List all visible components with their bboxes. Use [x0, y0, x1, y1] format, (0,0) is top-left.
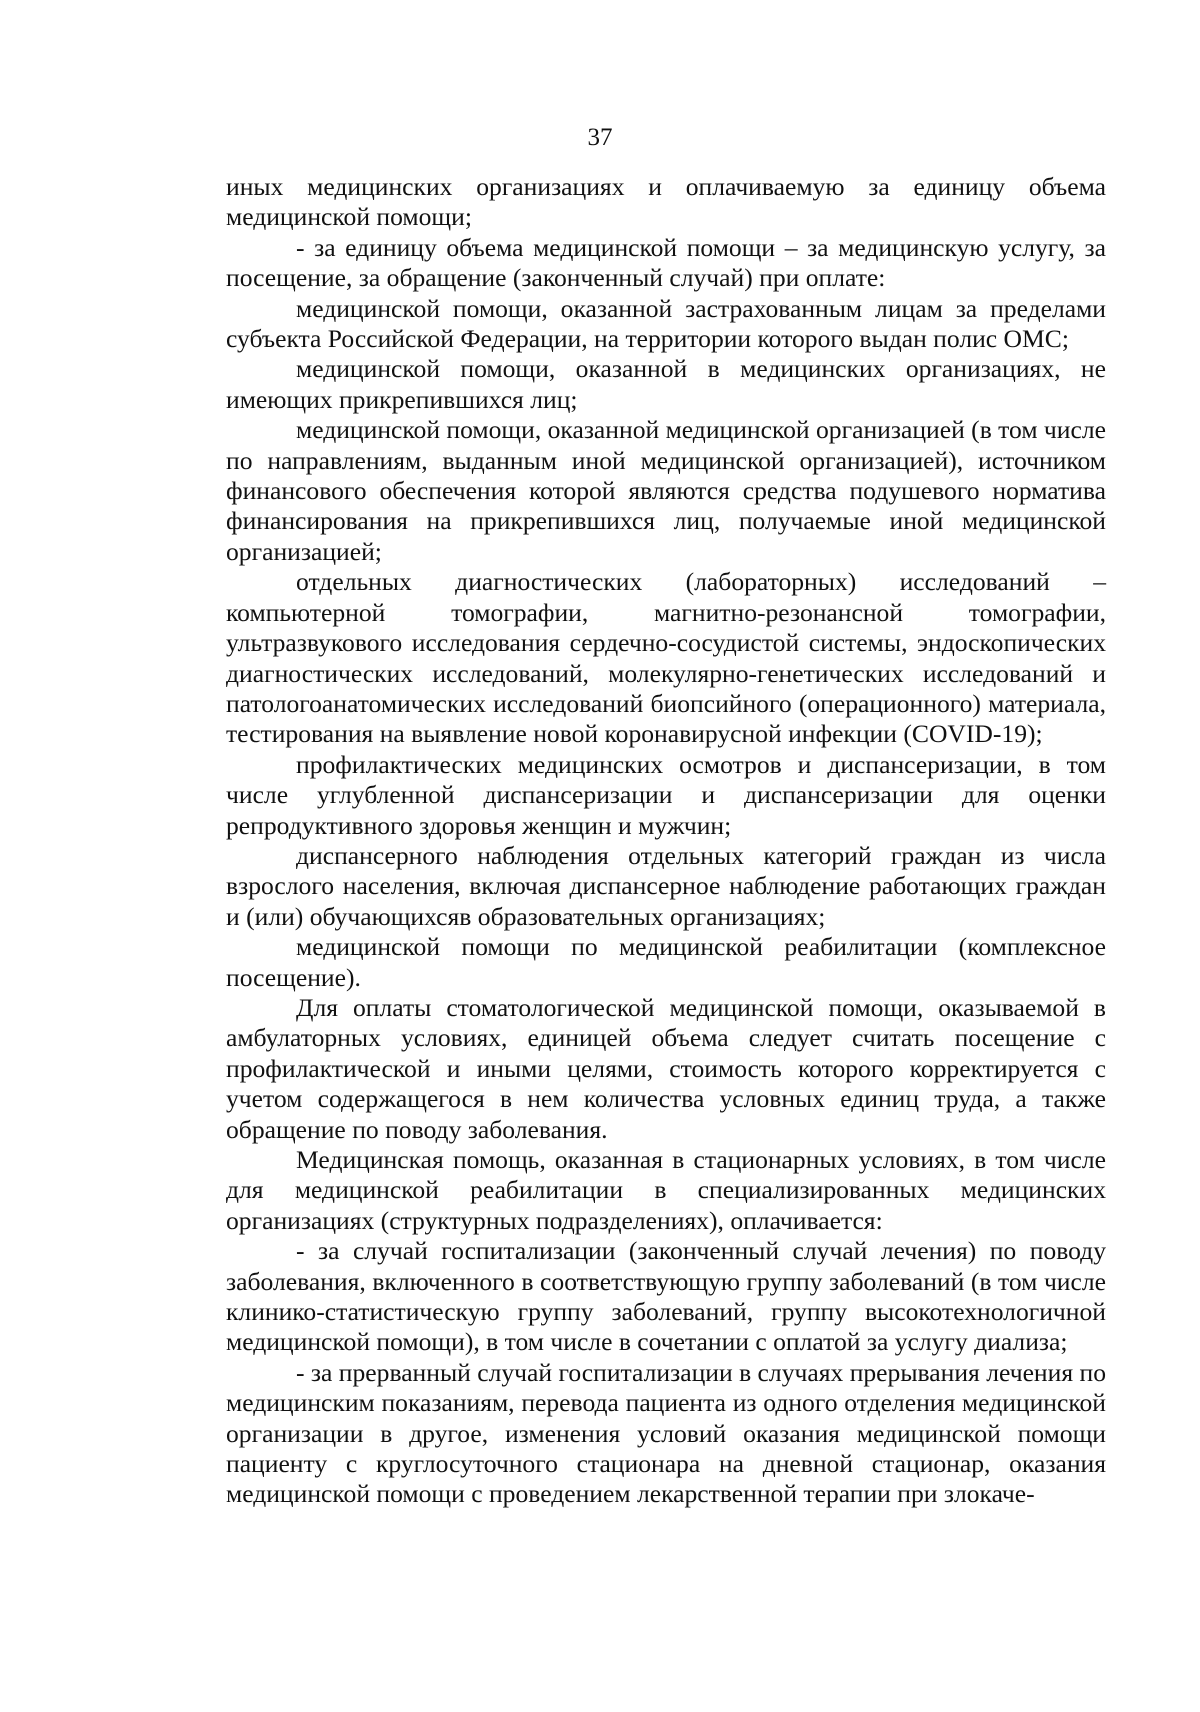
paragraph: медицинской помощи, оказанной застрахованным лицам за пределами субъекта Российской Федерации, на территории которого выдан полис ОМС; [226, 293, 1106, 354]
paragraph: - за единицу объема медицинской помощи – за медицинскую услугу, за посещение, за обращение (законченный случай) при оплате: [226, 232, 1106, 293]
paragraph: отдельных диагностических (лабораторных) исследований – компьютерной томографии, магнитно-резонансной томографии, ультразвукового исследования сердечно-сосудистой системы, эндоскопических диагностических исследований, молекулярно-генетических исследований и патологоанатомических исследований биопсийного (операционного) материала, тестирования на выявление новой коронавирусной инфекции (COVID-19); [226, 567, 1106, 749]
paragraph: Для оплаты стоматологической медицинской помощи, оказываемой в амбулаторных условиях, единицей объема следует считать посещение с профилактической и иными целями, стоимость которого корректируется с учетом содержащегося в нем количества условных единиц труда, а также обращение по поводу заболевания. [226, 992, 1106, 1144]
paragraph: - за прерванный случай госпитализации в случаях прерывания лечения по медицинским показаниям, перевода пациента из одного отделения медицинской организации в другое, изменения условий оказания медицинской помощи пациенту с круглосуточного стационара на дневной стационар, оказания медицинской помощи с проведением лекарственной терапии при злокаче- [226, 1357, 1106, 1509]
paragraph: иных медицинских организациях и оплачиваемую за единицу объема медицинской помощи; [226, 172, 1106, 232]
paragraph: диспансерного наблюдения отдельных категорий граждан из числа взрослого населения, включая диспансерное наблюдение работающих граждан и (или) обучающихсяв образовательных организациях; [226, 840, 1106, 931]
paragraph: профилактических медицинских осмотров и диспансеризации, в том числе углубленной диспансеризации и диспансеризации для оценки репродуктивного здоровья женщин и мужчин; [226, 749, 1106, 840]
paragraph: - за случай госпитализации (законченный случай лечения) по поводу заболевания, включенного в соответствующую группу заболеваний (в том числе клинико-статистическую группу заболеваний, группу высокотехнологичной медицинской помощи), в том числе в сочетании с оплатой за услугу диализа; [226, 1236, 1106, 1357]
paragraph: Медицинская помощь, оказанная в стационарных условиях, в том числе для медицинской реабилитации в специализированных медицинских организациях (структурных подразделениях), оплачивается: [226, 1145, 1106, 1235]
paragraph: медицинской помощи, оказанной в медицинских организациях, не имеющих прикрепившихся лиц; [226, 354, 1106, 414]
paragraph: медицинской помощи по медицинской реабилитации (комплексное посещение). [226, 932, 1106, 992]
document-body [226, 172, 1106, 1510]
page-number: 37 [587, 124, 613, 151]
paragraph: медицинской помощи, оказанной медицинской организацией (в том числе по направлениям, выданным иной медицинской организацией), источником финансового обеспечения которой являются средства подушевого норматива финансирования на прикрепившихся лиц, получаемые иной медицинской организацией; [226, 415, 1106, 566]
